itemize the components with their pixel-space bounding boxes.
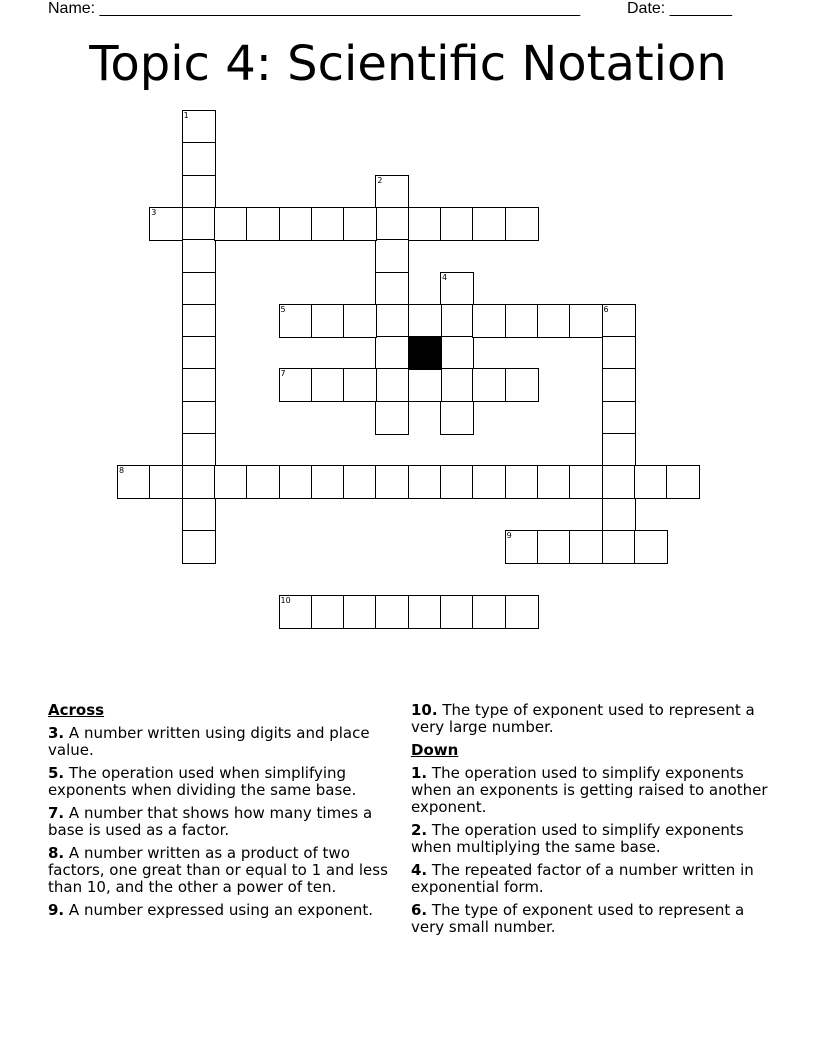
crossword-cell[interactable] — [311, 207, 345, 241]
crossword-cell[interactable] — [602, 368, 636, 402]
crossword-cell[interactable] — [182, 498, 216, 532]
crossword-cell[interactable] — [182, 530, 216, 564]
crossword-cell[interactable] — [375, 207, 409, 241]
crossword-cell[interactable] — [182, 465, 216, 499]
crossword-cell[interactable] — [343, 304, 377, 338]
crossword-cell[interactable] — [472, 368, 506, 402]
crossword-cell[interactable] — [602, 498, 636, 532]
clue-number: 8. — [48, 844, 65, 862]
crossword-cell[interactable] — [569, 304, 603, 338]
date-field-label: Date: _______ — [627, 0, 732, 17]
crossword-cell[interactable] — [505, 465, 539, 499]
clue-number-label: 9 — [506, 530, 512, 540]
crossword-cell[interactable] — [311, 368, 345, 402]
crossword-cell[interactable] — [408, 304, 442, 338]
crossword-cell[interactable] — [537, 530, 571, 564]
crossword-cell[interactable] — [440, 272, 474, 306]
crossword-cell[interactable] — [149, 465, 183, 499]
crossword-cell[interactable] — [375, 175, 409, 209]
crossword-cell[interactable] — [182, 433, 216, 467]
crossword-cell[interactable] — [182, 207, 216, 241]
clue-text: The operation used when simplifying exponents when dividing the same base. — [48, 764, 357, 799]
clue-text: The type of exponent used to represent a very large number. — [411, 701, 755, 736]
crossword-cell[interactable] — [375, 595, 409, 629]
crossword-cell[interactable] — [440, 401, 474, 435]
crossword-cell[interactable] — [505, 530, 539, 564]
crossword-cell[interactable] — [375, 272, 409, 306]
crossword-cell[interactable] — [117, 465, 151, 499]
crossword-cell[interactable] — [279, 207, 313, 241]
crossword-cell[interactable] — [182, 175, 216, 209]
clue-text: A number that shows how many times a base is used as a factor. — [48, 804, 373, 839]
crossword-cell[interactable] — [343, 595, 377, 629]
down-heading: Down — [411, 741, 459, 759]
blocked-cell — [408, 336, 442, 370]
crossword-cell[interactable] — [182, 142, 216, 176]
clue-number: 5. — [48, 764, 65, 782]
crossword-cell[interactable] — [472, 207, 506, 241]
clue-across-10 — [411, 702, 781, 736]
clue-number: 10. — [411, 701, 438, 719]
crossword-cell[interactable] — [440, 336, 474, 370]
clue-text: The type of exponent used to represent a very small number. — [411, 901, 745, 936]
clue-number: 2. — [411, 821, 428, 839]
crossword-cell[interactable] — [214, 465, 248, 499]
crossword-cell[interactable] — [246, 207, 280, 241]
clue-across-3 — [48, 725, 404, 759]
crossword-cell[interactable] — [279, 304, 313, 338]
crossword-cell[interactable] — [182, 272, 216, 306]
name-field-label: Name: ______________________________________________________ — [48, 0, 581, 17]
crossword-cell[interactable] — [375, 239, 409, 273]
clue-number: 6. — [411, 901, 428, 919]
crossword-cell[interactable] — [537, 465, 571, 499]
crossword-cell[interactable] — [634, 465, 668, 499]
crossword-cell[interactable] — [440, 595, 474, 629]
crossword-cell[interactable] — [602, 401, 636, 435]
crossword-cell[interactable] — [182, 336, 216, 370]
crossword-cell[interactable] — [182, 401, 216, 435]
clue-number-label: 6 — [603, 304, 609, 314]
crossword-cell[interactable] — [602, 336, 636, 370]
crossword-cell[interactable] — [569, 530, 603, 564]
clue-text: A number written using digits and place value. — [48, 724, 370, 759]
clue-down-6 — [411, 902, 781, 936]
crossword-cell[interactable] — [440, 368, 474, 402]
clue-across-8 — [48, 845, 404, 896]
crossword-cell[interactable] — [375, 336, 409, 370]
clue-number-label: 5 — [280, 304, 286, 314]
crossword-cell[interactable] — [375, 401, 409, 435]
clue-number: 4. — [411, 861, 428, 879]
crossword-cell[interactable] — [472, 595, 506, 629]
crossword-cell[interactable] — [634, 530, 668, 564]
clue-down-2 — [411, 822, 781, 856]
crossword-cell[interactable] — [279, 368, 313, 402]
clue-text: A number written as a product of two factors, one great than or equal to 1 and less than 10, and the other a power of ten. — [48, 844, 388, 896]
page-title: Topic 4: Scientific Notation — [89, 36, 727, 92]
crossword-cell[interactable] — [311, 595, 345, 629]
crossword-cell[interactable] — [408, 465, 442, 499]
crossword-cell[interactable] — [505, 595, 539, 629]
crossword-cell[interactable] — [279, 595, 313, 629]
crossword-cell[interactable] — [602, 304, 636, 338]
crossword-cell[interactable] — [602, 530, 636, 564]
crossword-cell[interactable] — [343, 207, 377, 241]
clue-across-9 — [48, 902, 404, 919]
crossword-cell[interactable] — [311, 304, 345, 338]
clue-text: The operation used to simplify exponents when an exponents is getting raised to another exponent. — [411, 764, 768, 816]
crossword-cell[interactable] — [182, 239, 216, 273]
crossword-cell[interactable] — [149, 207, 183, 241]
crossword-cell[interactable] — [666, 465, 700, 499]
clue-across-7 — [48, 805, 404, 839]
clue-number-label: 8 — [119, 466, 125, 476]
clue-text: A number expressed using an exponent. — [68, 901, 374, 919]
crossword-cell[interactable] — [472, 465, 506, 499]
clues-column-right — [411, 702, 781, 942]
crossword-cell[interactable] — [505, 304, 539, 338]
clue-text: The repeated factor of a number written in exponential form. — [411, 861, 754, 896]
clue-number-label: 7 — [280, 369, 286, 379]
crossword-cell[interactable] — [375, 465, 409, 499]
across-heading: Across — [48, 701, 105, 719]
crossword-cell[interactable] — [602, 465, 636, 499]
clue-down-4 — [411, 862, 781, 896]
crossword-cell[interactable] — [182, 304, 216, 338]
crossword-cell[interactable] — [408, 368, 442, 402]
crossword-cell[interactable] — [505, 207, 539, 241]
crossword-cell[interactable] — [182, 368, 216, 402]
crossword-cell[interactable] — [246, 465, 280, 499]
clue-number: 3. — [48, 724, 65, 742]
crossword-cell[interactable] — [537, 304, 571, 338]
crossword-cell[interactable] — [472, 304, 506, 338]
clue-number-label: 2 — [377, 175, 383, 185]
clue-number: 1. — [411, 764, 428, 782]
clues-column-left — [48, 702, 404, 925]
crossword-cell[interactable] — [408, 595, 442, 629]
crossword-cell[interactable] — [602, 433, 636, 467]
clue-number-label: 1 — [183, 111, 189, 120]
crossword-cell[interactable] — [311, 465, 345, 499]
clue-number-label: 10 — [280, 595, 291, 605]
crossword-cell[interactable] — [408, 207, 442, 241]
crossword-cell[interactable] — [440, 465, 474, 499]
crossword-cell[interactable] — [214, 207, 248, 241]
crossword-cell[interactable] — [279, 465, 313, 499]
crossword-cell[interactable] — [440, 304, 474, 338]
crossword-cell[interactable] — [182, 110, 216, 144]
crossword-cell[interactable] — [375, 304, 409, 338]
clue-number-label: 3 — [151, 207, 157, 217]
crossword-cell[interactable] — [343, 465, 377, 499]
clue-number: 9. — [48, 901, 65, 919]
clue-across-5 — [48, 765, 404, 799]
clue-number-label: 4 — [442, 272, 448, 282]
clue-number: 7. — [48, 804, 65, 822]
crossword-cell[interactable] — [343, 368, 377, 402]
crossword-cell[interactable] — [569, 465, 603, 499]
crossword-cell[interactable] — [440, 207, 474, 241]
clue-down-1 — [411, 765, 781, 816]
clue-text: The operation used to simplify exponents when multiplying the same base. — [411, 821, 744, 856]
crossword-cell[interactable] — [505, 368, 539, 402]
crossword-cell[interactable] — [375, 368, 409, 402]
